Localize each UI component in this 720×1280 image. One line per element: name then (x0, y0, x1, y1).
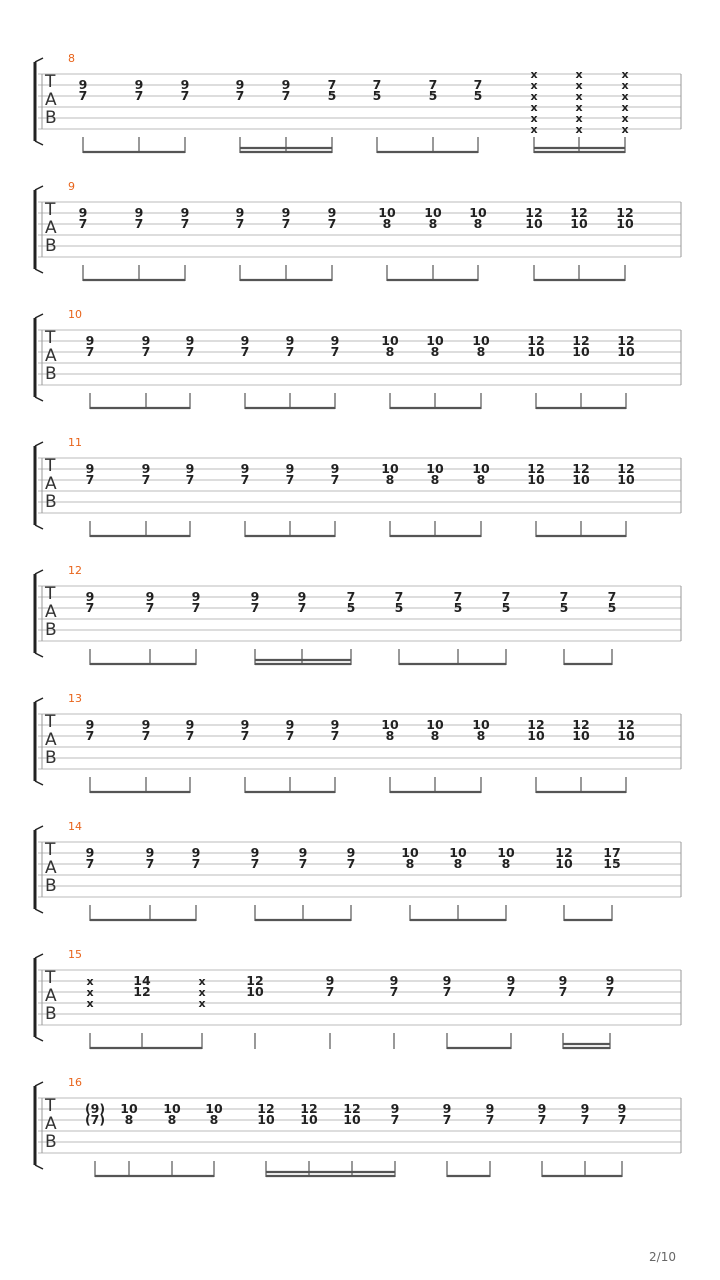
dead-note: x (530, 79, 538, 92)
fret-number: 9 (327, 205, 337, 220)
dead-note: x (530, 123, 538, 136)
fret-number: 7 (185, 472, 195, 487)
dead-note: x (575, 101, 583, 114)
fret-number: 12 (572, 717, 590, 732)
fret-number: 9 (330, 333, 340, 348)
fret-number: 8 (124, 1112, 134, 1127)
fret-number: 7 (298, 856, 308, 871)
dead-note: x (575, 90, 583, 103)
tab-clef-letter: A (45, 730, 57, 750)
fret-number: 7 (580, 1112, 590, 1127)
fret-number: 7 (537, 1112, 547, 1127)
fret-number: 7 (473, 77, 483, 92)
fret-number: 7 (297, 600, 307, 615)
fret-number: 8 (453, 856, 463, 871)
fret-number: 10 (381, 717, 399, 732)
fret-number: 7 (240, 728, 250, 743)
tab-clef-letter: A (45, 218, 57, 238)
fret-number: 9 (180, 205, 190, 220)
fret-number: 12 (343, 1101, 361, 1116)
fret-number: 12 (570, 205, 588, 220)
tab-clef-letter: B (45, 108, 57, 128)
dead-note: x (621, 90, 629, 103)
fret-number: 9 (85, 461, 95, 476)
fret-number: 8 (385, 344, 395, 359)
tab-clef-letter: B (45, 748, 57, 768)
tab-clef-letter: B (45, 1004, 57, 1024)
fret-number: 17 (603, 845, 621, 860)
dead-note: x (86, 975, 94, 988)
fret-number: 12 (527, 333, 545, 348)
fret-number: 9 (185, 717, 195, 732)
fret-number: 5 (428, 88, 438, 103)
fret-number: 7 (141, 344, 151, 359)
fret-number: 8 (430, 728, 440, 743)
fret-number: 7 (78, 216, 88, 231)
dead-note: x (198, 986, 206, 999)
measure-number: 12 (68, 564, 82, 577)
tab-clef-letter: T (45, 200, 56, 220)
fret-number: 12 (133, 984, 151, 999)
fret-number: 9 (134, 205, 144, 220)
fret-number: 10 (257, 1112, 275, 1127)
fret-number: 10 (472, 333, 490, 348)
tab-clef-letter: T (45, 840, 56, 860)
fret-number: 9 (442, 1101, 452, 1116)
tab-clef-letter: T (45, 456, 56, 476)
dead-note: x (575, 79, 583, 92)
tab-system (35, 564, 681, 665)
fret-number: 7 (85, 472, 95, 487)
page-number: 2/10 (649, 1250, 676, 1264)
fret-number: 12 (555, 845, 573, 860)
fret-number: 5 (559, 600, 569, 615)
fret-number: 12 (572, 461, 590, 476)
fret-number: 9 (390, 1101, 400, 1116)
fret-number: 9 (537, 1101, 547, 1116)
tab-system (35, 308, 681, 409)
tab-clef-letter: T (45, 712, 56, 732)
measure-number: 13 (68, 692, 82, 705)
fret-number: 9 (191, 845, 201, 860)
fret-number: 9 (297, 589, 307, 604)
dead-note: x (530, 101, 538, 114)
fret-number: 7 (78, 88, 88, 103)
fret-number: 7 (134, 88, 144, 103)
fret-number: 7 (330, 728, 340, 743)
tab-clef-letter: B (45, 492, 57, 512)
fret-number: 5 (327, 88, 337, 103)
fret-number: 8 (167, 1112, 177, 1127)
dead-note: x (530, 112, 538, 125)
fret-number: 12 (617, 461, 635, 476)
fret-number: 10 (205, 1101, 223, 1116)
fret-number: 10 (424, 205, 442, 220)
fret-number: 7 (558, 984, 568, 999)
fret-number: 8 (430, 344, 440, 359)
fret-number: 9 (180, 77, 190, 92)
fret-number: 7 (330, 472, 340, 487)
fret-number: 9 (389, 973, 399, 988)
fret-number: 7 (240, 344, 250, 359)
fret-number: 10 (343, 1112, 361, 1127)
dead-note: x (198, 997, 206, 1010)
fret-number: 8 (385, 728, 395, 743)
fret-number: 7 (240, 472, 250, 487)
fret-number: 9 (134, 77, 144, 92)
fret-number: 12 (527, 461, 545, 476)
fret-number: 9 (605, 973, 615, 988)
fret-number: 10 (527, 728, 545, 743)
fret-number: 10 (527, 472, 545, 487)
fret-number: 10 (617, 344, 635, 359)
fret-number: 7 (372, 77, 382, 92)
dead-note: x (530, 68, 538, 81)
fret-number: 12 (617, 333, 635, 348)
fret-number: 12 (525, 205, 543, 220)
tab-system (35, 180, 681, 281)
dead-note: x (530, 90, 538, 103)
tab-clef-letter: T (45, 968, 56, 988)
tab-system (35, 692, 681, 793)
fret-number: 7 (346, 856, 356, 871)
fret-number: 9 (191, 589, 201, 604)
measure-number: 8 (68, 52, 75, 65)
tab-clef-letter: A (45, 1114, 57, 1134)
fret-number: 7 (85, 728, 95, 743)
tab-system (35, 820, 681, 921)
fret-number: (7) (84, 1112, 106, 1127)
fret-number: 7 (141, 472, 151, 487)
fret-number: 7 (180, 88, 190, 103)
measure-number: 11 (68, 436, 82, 449)
fret-number: 12 (257, 1101, 275, 1116)
fret-number: 5 (453, 600, 463, 615)
dead-note: x (575, 68, 583, 81)
fret-number: 10 (572, 728, 590, 743)
fret-number: 7 (145, 856, 155, 871)
tab-clef-letter: B (45, 364, 57, 384)
fret-number: 7 (442, 1112, 452, 1127)
measure-number: 10 (68, 308, 82, 321)
fret-number: 8 (385, 472, 395, 487)
fret-number: 7 (180, 216, 190, 231)
fret-number: 10 (300, 1112, 318, 1127)
fret-number: 9 (558, 973, 568, 988)
fret-number: 7 (442, 984, 452, 999)
fret-number: 9 (346, 845, 356, 860)
dead-note: x (621, 101, 629, 114)
fret-number: 9 (285, 717, 295, 732)
fret-number: 7 (235, 216, 245, 231)
fret-number: 10 (469, 205, 487, 220)
tab-clef-letter: A (45, 90, 57, 110)
measure-number: 14 (68, 820, 82, 833)
fret-number: 12 (300, 1101, 318, 1116)
fret-number: 8 (476, 728, 486, 743)
fret-number: 7 (428, 77, 438, 92)
tab-system (35, 948, 681, 1049)
fret-number: 7 (250, 600, 260, 615)
fret-number: 9 (78, 77, 88, 92)
dead-note: x (86, 997, 94, 1010)
fret-number: 9 (240, 717, 250, 732)
fret-number: 7 (285, 472, 295, 487)
tab-system (35, 1076, 681, 1177)
fret-number: 7 (327, 77, 337, 92)
fret-number: 8 (476, 344, 486, 359)
fret-number: 5 (394, 600, 404, 615)
tab-clef-letter: T (45, 72, 56, 92)
fret-number: 10 (381, 333, 399, 348)
fret-number: 10 (525, 216, 543, 231)
fret-number: 8 (405, 856, 415, 871)
fret-number: 7 (185, 728, 195, 743)
fret-number: 12 (527, 717, 545, 732)
fret-number: 10 (401, 845, 419, 860)
fret-number: 9 (442, 973, 452, 988)
fret-number: 7 (191, 856, 201, 871)
tab-clef-letter: B (45, 876, 57, 896)
fret-number: 9 (240, 461, 250, 476)
fret-number: 7 (281, 88, 291, 103)
fret-number: 9 (78, 205, 88, 220)
measure-number: 15 (68, 948, 82, 961)
fret-number: 7 (346, 589, 356, 604)
fret-number: 8 (382, 216, 392, 231)
fret-number: 9 (485, 1101, 495, 1116)
fret-number: 9 (145, 845, 155, 860)
dead-note: x (621, 123, 629, 136)
fret-number: 10 (617, 728, 635, 743)
fret-number: 10 (555, 856, 573, 871)
fret-number: 9 (285, 461, 295, 476)
fret-number: 7 (501, 589, 511, 604)
fret-number: 7 (453, 589, 463, 604)
fret-number: 7 (389, 984, 399, 999)
fret-number: 8 (501, 856, 511, 871)
fret-number: 7 (559, 589, 569, 604)
fret-number: 7 (141, 728, 151, 743)
fret-number: 9 (85, 333, 95, 348)
fret-number: 9 (235, 77, 245, 92)
fret-number: 7 (250, 856, 260, 871)
fret-number: 10 (163, 1101, 181, 1116)
fret-number: 7 (145, 600, 155, 615)
fret-number: 10 (497, 845, 515, 860)
fret-number: 9 (325, 973, 335, 988)
fret-number: 7 (394, 589, 404, 604)
fret-number: 9 (281, 77, 291, 92)
fret-number: 12 (617, 717, 635, 732)
fret-number: 7 (235, 88, 245, 103)
fret-number: 9 (298, 845, 308, 860)
tab-clef-letter: B (45, 620, 57, 640)
fret-number: 5 (501, 600, 511, 615)
fret-number: 7 (485, 1112, 495, 1127)
fret-number: 9 (145, 589, 155, 604)
fret-number: 7 (85, 600, 95, 615)
fret-number: 14 (133, 973, 151, 988)
fret-number: 9 (506, 973, 516, 988)
tab-clef-letter: B (45, 1132, 57, 1152)
fret-number: 12 (246, 973, 264, 988)
fret-number: 10 (120, 1101, 138, 1116)
fret-number: 5 (372, 88, 382, 103)
fret-number: 10 (527, 344, 545, 359)
fret-number: 7 (390, 1112, 400, 1127)
fret-number: 12 (616, 205, 634, 220)
fret-number: 7 (617, 1112, 627, 1127)
fret-number: 10 (617, 472, 635, 487)
tab-clef-letter: T (45, 584, 56, 604)
fret-number: 9 (235, 205, 245, 220)
fret-number: 7 (605, 984, 615, 999)
tab-clef-letter: A (45, 602, 57, 622)
dead-note: x (575, 112, 583, 125)
fret-number: 8 (428, 216, 438, 231)
fret-number: 10 (472, 461, 490, 476)
tab-system (35, 52, 681, 153)
tab-system (35, 436, 681, 537)
fret-number: 10 (572, 344, 590, 359)
fret-number: 8 (473, 216, 483, 231)
fret-number: 5 (473, 88, 483, 103)
fret-number: 10 (426, 717, 444, 732)
fret-number: 9 (141, 717, 151, 732)
fret-number: 9 (141, 461, 151, 476)
tab-clef-letter: A (45, 346, 57, 366)
fret-number: 7 (281, 216, 291, 231)
fret-number: 10 (246, 984, 264, 999)
fret-number: 7 (185, 344, 195, 359)
dead-note: x (621, 79, 629, 92)
measure-number: 16 (68, 1076, 82, 1089)
fret-number: 9 (330, 461, 340, 476)
fret-number: 7 (285, 728, 295, 743)
fret-number: 9 (617, 1101, 627, 1116)
tab-clef-letter: A (45, 986, 57, 1006)
fret-number: 9 (185, 333, 195, 348)
fret-number: 7 (285, 344, 295, 359)
fret-number: 9 (285, 333, 295, 348)
fret-number: 5 (346, 600, 356, 615)
fret-number: 9 (330, 717, 340, 732)
tab-clef-letter: B (45, 236, 57, 256)
dead-note: x (575, 123, 583, 136)
tab-clef-letter: A (45, 474, 57, 494)
fret-number: 7 (85, 856, 95, 871)
fret-number: 12 (572, 333, 590, 348)
fret-number: 9 (185, 461, 195, 476)
fret-number: 10 (616, 216, 634, 231)
tab-clef-letter: A (45, 858, 57, 878)
fret-number: 9 (240, 333, 250, 348)
dead-note: x (198, 975, 206, 988)
fret-number: 7 (85, 344, 95, 359)
fret-number: 9 (580, 1101, 590, 1116)
fret-number: 9 (85, 717, 95, 732)
dead-note: x (621, 112, 629, 125)
dead-note: x (86, 986, 94, 999)
fret-number: 8 (430, 472, 440, 487)
fret-number: 10 (570, 216, 588, 231)
fret-number: 7 (330, 344, 340, 359)
fret-number: 10 (378, 205, 396, 220)
fret-number: 10 (449, 845, 467, 860)
tab-clef-letter: T (45, 328, 56, 348)
fret-number: 7 (134, 216, 144, 231)
fret-number: 9 (85, 845, 95, 860)
dead-note: x (621, 68, 629, 81)
fret-number: 10 (472, 717, 490, 732)
fret-number: 7 (607, 589, 617, 604)
fret-number: 9 (85, 589, 95, 604)
fret-number: 10 (572, 472, 590, 487)
fret-number: 7 (191, 600, 201, 615)
fret-number: 8 (209, 1112, 219, 1127)
fret-number: (9) (84, 1101, 106, 1116)
fret-number: 9 (281, 205, 291, 220)
measure-number: 9 (68, 180, 75, 193)
fret-number: 7 (506, 984, 516, 999)
fret-number: 10 (426, 333, 444, 348)
fret-number: 9 (250, 845, 260, 860)
fret-number: 9 (250, 589, 260, 604)
fret-number: 15 (603, 856, 621, 871)
fret-number: 8 (476, 472, 486, 487)
fret-number: 10 (381, 461, 399, 476)
fret-number: 10 (426, 461, 444, 476)
fret-number: 7 (325, 984, 335, 999)
tab-clef-letter: T (45, 1096, 56, 1116)
fret-number: 5 (607, 600, 617, 615)
fret-number: 7 (327, 216, 337, 231)
fret-number: 9 (141, 333, 151, 348)
